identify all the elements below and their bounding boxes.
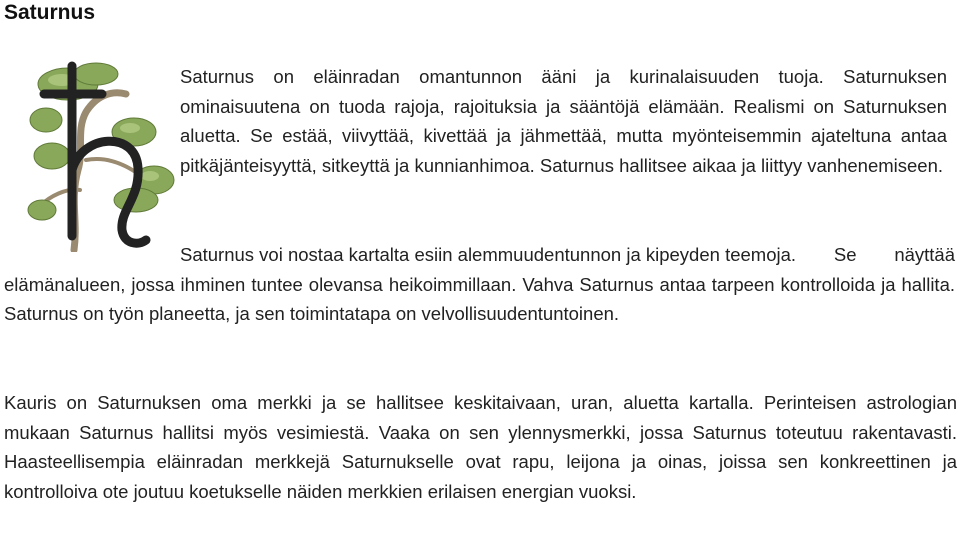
page-title: Saturnus <box>4 1 96 24</box>
paragraph-signs: Kauris on Saturnuksen oma merkki ja se hallitsee keskitaivaan, uran, aluetta kartalla. Perinteisen astrologian mukaan Saturnus hallitsi myös vesimiestä. Vaaka on sen ylennysmerkki, jossa Saturnus toteutuu rakentavasti. Haasteellisempia eläinradan merkkejä Saturnukselle ovat rapu, leijona ja oinas, joissa sen konkreettinen ja kontrolloiva ote joutuu koetukselle näiden merkkien erilaisen energian vuoksi. <box>4 392 957 502</box>
saturn-symbol-with-bonsai-tree-icon <box>26 60 176 252</box>
paragraph-themes-first-sentence: Saturnus voi nostaa kartalta esiin alemmuudentunnon ja kipeyden teemoja. <box>180 244 797 265</box>
paragraph-intro: Saturnus on eläinradan omantunnon ääni ja kurinalaisuuden tuoja. Saturnuksen ominaisuutena on tuoda rajoja, rajoituksia ja sääntöjä elämään. Realismi on Saturnuksen aluetta. Se estää, viivyttää, kivettää ja jähmettää, mutta myönteisemmin ajateltuna antaa pitkäjänteisyyttä, sitkeyttä ja kunnianhimoa. Saturnus hallitsee aikaa ja liittyy vanhenemiseen. <box>180 66 947 176</box>
paragraph-themes-rest: Se näyttää elämänalueen, jossa ihminen tuntee olevansa heikoimmillaan. Vahva Saturnus antaa tarpeen kontrolloida ja hallita. Saturnus on työn planeetta, ja sen toimintatapa on velvollisuudentuntoinen. <box>4 244 955 324</box>
paragraph-themes <box>4 240 955 329</box>
